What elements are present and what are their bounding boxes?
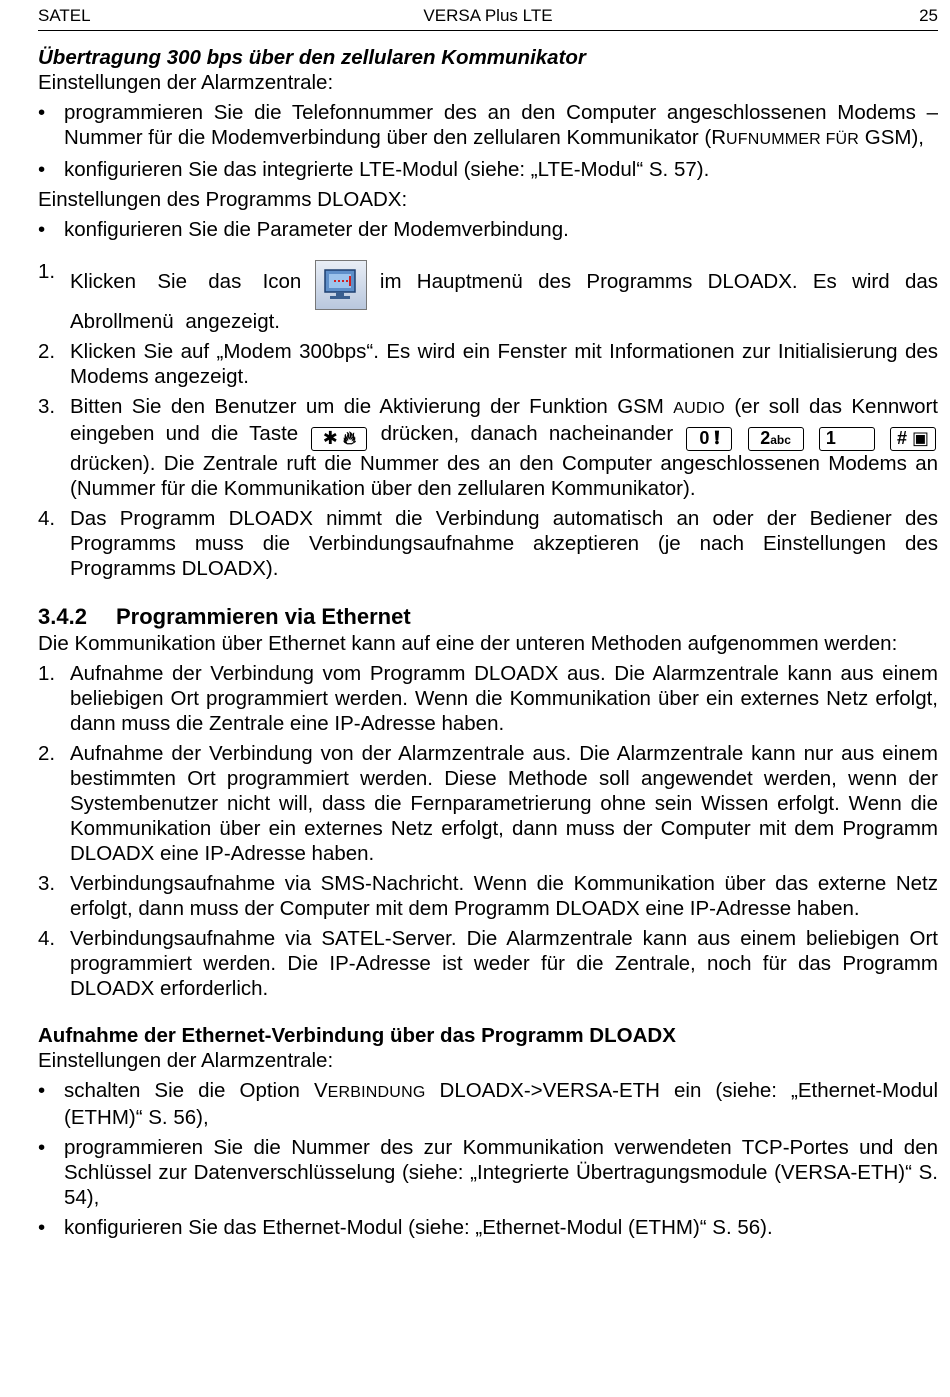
- page-header: [38, 4, 938, 31]
- document-page: [38, 0, 938, 1245]
- fire-icon: 🔥︎: [342, 428, 357, 448]
- header-product: VERSA Plus LTE: [423, 6, 553, 25]
- list-item: 2. Klicken Sie auf „Modem 300bps“. Es wird ein Fenster mit Informationen zur Initialisierung des Modems angezeigt.: [38, 340, 938, 388]
- methods-list: [38, 661, 938, 1001]
- header-brand: SATEL: [38, 6, 91, 25]
- list-item: 3. Verbindungsaufnahme via SMS-Nachricht. Wenn die Kommunikation über das externe Netz erfolgt, dann muss der Computer mit dem Programm DLOADX eine IP-Adresse haben.: [38, 872, 938, 920]
- list-item: • konfigurieren Sie die Parameter der Modemverbindung.: [38, 217, 938, 242]
- section-title: Programmieren via Ethernet: [116, 604, 411, 629]
- list-item: 1. Klicken Sie das Icon im Hauptmenü des Programms DLOADX. Es wird das Abrollmenü angezeigt.: [38, 260, 938, 333]
- list-item: 3. Bitten Sie den Benutzer um die Aktivierung der Funktion GSM AUDIO (er soll das Kennwort eingeben und die Taste ✱ 🔥︎ drücken, danach nacheinander 0 ❗︎ 2abc 1 # ▣ drücken). Die Zentrale ruft die Nummer des an den Computer angeschlossenen Modems an (Nummer für die Kommunikation über den zellularen Kommunikator).: [38, 395, 938, 500]
- page-number: 25: [919, 6, 938, 25]
- list-item: 4. Das Programm DLOADX nimmt die Verbindung automatisch an oder der Bediener des Programms muss die Verbindungsaufnahme akzeptieren (je nach Einstellungen des Programms DLOADX).: [38, 507, 938, 580]
- subsection-title: Übertragung 300 bps über den zellularen Kommunikator: [38, 46, 586, 69]
- section-number: 3.4.2: [38, 604, 87, 629]
- star-key: ✱ 🔥︎: [311, 427, 367, 451]
- list-item: 1. Aufnahme der Verbindung vom Programm DLOADX aus. Die Alarmzentrale kann aus einem beliebigen Ort programmiert werden. Wenn die Kommunikation über ein externes Netz erfolgt, dann muss die Zentrale eine IP-Adresse haben.: [38, 662, 938, 735]
- list-item: 2. Aufnahme der Verbindung von der Alarmzentrale aus. Die Alarmzentrale kann nur aus einem bestimmten Ort programmiert werden. Diese Methode soll angewendet werden, wenn der Systembenutzer nicht will, dass die Fernparametrierung ohne sein Wissen erfolgt. Wenn die Kommunikation über ein externes Netz erfolgt, dann muss der Computer mit dem Programm DLOADX eine IP-Adresse haben.: [38, 742, 938, 865]
- panel-settings-label: Einstellungen der Alarmzentrale:: [38, 1049, 334, 1072]
- section-heading: [38, 603, 938, 631]
- list-item: • schalten Sie die Option VERBINDUNG DLOADX->VERSA-ETH ein (siehe: „Ethernet-Modul (ETHM)“ S. 56),: [38, 1078, 938, 1130]
- panel-settings-list: [38, 100, 938, 182]
- steps-list: [38, 260, 938, 581]
- subsection-title: Aufnahme der Ethernet-Verbindung über das Programm DLOADX: [38, 1024, 676, 1047]
- list-item: • konfigurieren Sie das Ethernet-Modul (siehe: „Ethernet-Modul (ETHM)“ S. 56).: [38, 1215, 938, 1240]
- key-0: 0 ❗︎: [686, 427, 732, 451]
- program-settings-list: [38, 217, 938, 242]
- ethernet-settings-list: [38, 1078, 938, 1240]
- computer-modem-icon: [315, 260, 367, 310]
- panel-settings-label: Einstellungen der Alarmzentrale:: [38, 71, 334, 94]
- list-item: 4. Verbindungsaufnahme via SATEL-Server. Die Alarmzentrale kann aus einem beliebigen Ort programmiert werden. Die IP-Adresse ist weder für die Zentrale, noch für das Programm DLOADX erforderlich.: [38, 927, 938, 1000]
- program-settings-label: Einstellungen des Programms DLOADX:: [38, 188, 408, 211]
- hash-key: # ▣: [890, 427, 936, 451]
- key-2: 2abc: [748, 427, 804, 451]
- list-item: • konfigurieren Sie das integrierte LTE-Modul (siehe: „LTE-Modul“ S. 57).: [38, 157, 938, 182]
- light-icon: ▣: [912, 428, 930, 448]
- list-item: • programmieren Sie die Nummer des zur Kommunikation verwendeten TCP-Portes und den Schlüssel zur Datenverschlüsselung (siehe: „Integrierte Übertragungsmodule (VERSA-ETH)“ S. 54),: [38, 1135, 938, 1210]
- alert-icon: ❗︎: [714, 428, 720, 448]
- key-1: 1: [819, 427, 875, 451]
- section-intro: Die Kommunikation über Ethernet kann auf eine der unteren Methoden aufgenommen werden:: [38, 632, 898, 655]
- list-item: • programmieren Sie die Telefonnummer des an den Computer angeschlossenen Modems – Nummer für die Modemverbindung über den zellularen Kommunikator (RUFNUMMER FÜR GSM),: [38, 100, 938, 152]
